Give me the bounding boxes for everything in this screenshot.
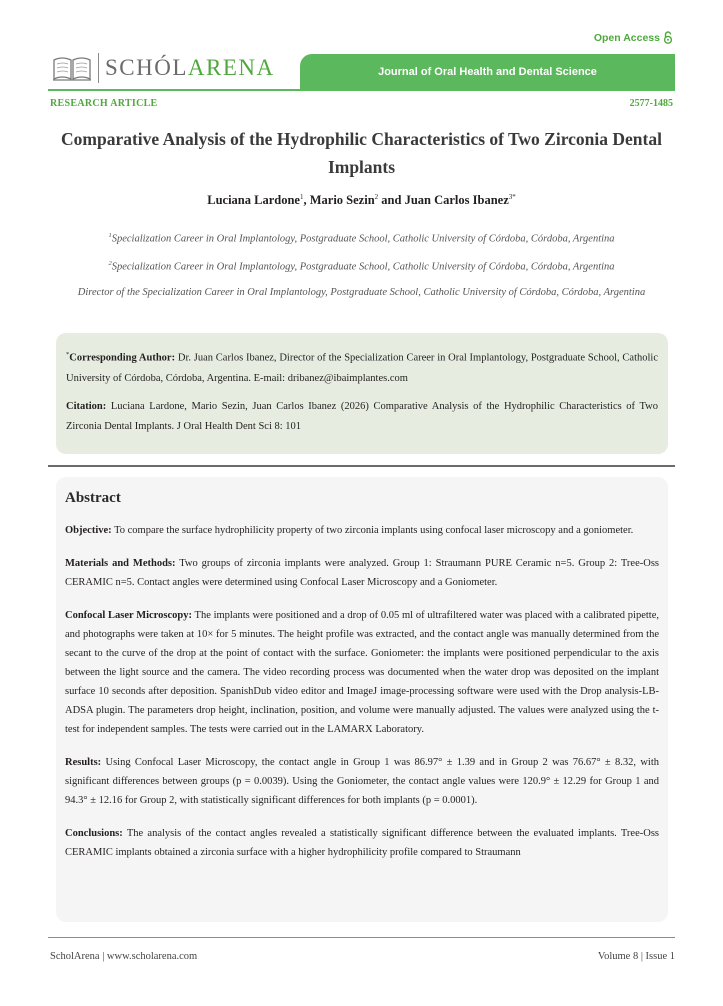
open-lock-icon	[663, 31, 673, 44]
abstract-results	[65, 753, 659, 810]
affiliation	[55, 283, 668, 302]
abstract-box	[56, 477, 668, 922]
paper-title: Comparative Analysis of the Hydrophilic Characteristics of Two Zirconia Dental Implants	[61, 129, 662, 177]
affiliation	[55, 226, 668, 249]
author-sup: 2	[374, 193, 379, 201]
journal-name: Journal of Oral Health and Dental Science	[378, 66, 597, 78]
abstract-section-text: To compare the surface hydrophilicity property of two zirconia implants using confocal laser microscopy and a goniometer.	[111, 525, 634, 536]
footer-volume-issue: Volume 8 | Issue 1	[597, 951, 675, 962]
header-rule	[48, 89, 675, 91]
author-separator: and	[378, 193, 405, 208]
footer-rule	[48, 937, 675, 938]
author-name: Juan Carlos Ibanez	[404, 193, 509, 208]
correspondence-box	[56, 333, 668, 454]
affiliation-text: Director of the Specialization Career in Oral Implantology, Postgraduate School, Catholic University of Córdoba, Córdoba, Argentina	[77, 287, 646, 298]
citation-text: Luciana Lardone, Mario Sezin, Juan Carlos Ibanez (2026) Comparative Analysis of the Hydrophilic Characteristics of Two Zirconia Dental Implants. J Oral Health Dent Sci 8: 101	[66, 400, 658, 432]
author-sup: 1	[299, 193, 304, 201]
citation	[66, 397, 658, 437]
abstract-objective	[65, 521, 659, 540]
journal-banner	[300, 54, 675, 90]
logo-divider	[98, 53, 99, 83]
corresponding-label: Corresponding Author:	[69, 352, 176, 364]
footer-publisher-link[interactable]: ScholArena | www.scholarena.com	[50, 951, 198, 962]
author-separator: ,	[303, 193, 310, 208]
abstract-section-label: Materials and Methods:	[65, 558, 176, 569]
citation-label: Citation:	[66, 400, 107, 412]
open-access-badge	[594, 31, 673, 44]
abstract-section-label: Results:	[65, 757, 102, 768]
author-list	[48, 193, 675, 208]
author-name: Luciana Lardone	[207, 193, 300, 208]
abstract-conclusions	[65, 824, 659, 862]
abstract-section-text: Two groups of zirconia implants were analyzed. Group 1: Straumann PURE Ceramic n=5. Group 2: Tree-Oss CERAMIC n=5. Contact angles were determined using Confocal Laser Microscopy and a Goniometer.	[65, 558, 659, 588]
author-name: Mario Sezin	[309, 193, 375, 208]
abstract-methods	[65, 554, 659, 592]
affiliation-sup: 2	[108, 260, 112, 267]
abstract-section-text: The implants were positioned and a drop of 0.05 ml of ultrafiltered water was placed with a calibrated pipette, and photographs were taken at 10× for 5 minutes. The height profile was extracted, and the contact angle was manually determined from the secant to the curve of the drop at the point of contact with the surface. Goniometer: the implants were positioned perpendicular to the axis between the light source and the camera. The video recording process was documented when the water drop was deposited on the implant surface 10 seconds after deposition. SpanishDub video editor and ImageJ image-processing software were used with the Drop analysis-LB-ADSA plugin. The parameters drop height, inclination, position, and volume were manually adjusted. The values were analyzed using the t-test for independent samples. The tests were carried out in the LAMARX Laboratory.	[65, 610, 659, 735]
section-rule	[48, 465, 675, 467]
corresponding-author	[66, 345, 658, 389]
corresponding-text: Dr. Juan Carlos Ibanez, Director of the Specialization Career in Oral Implantology, Postgraduate School, Catholic University of Córdoba, Córdoba, Argentina. E-mail: dribanez@ibaimplantes.com	[66, 352, 658, 384]
affiliation-text: Specialization Career in Oral Implantology, Postgraduate School, Catholic University of Córdoba, Córdoba, Argentina	[111, 261, 615, 273]
abstract-section-label: Objective:	[65, 525, 112, 536]
open-book-icon	[52, 54, 92, 82]
logo-text	[105, 55, 275, 81]
abstract-section-label: Confocal Laser Microscopy:	[65, 610, 192, 621]
article-type: RESEARCH ARTICLE	[50, 98, 158, 109]
author-sup: 3*	[508, 193, 516, 201]
abstract-section-label: Conclusions:	[65, 828, 123, 839]
affiliation	[55, 254, 668, 277]
abstract-section-text: The analysis of the contact angles revealed a statistically significant difference between the evaluated implants. Tree-Oss CERAMIC implants obtained a zirconia surface with a higher hydrophilicity profile compared to Straumann	[65, 828, 659, 858]
open-access-label: Open Access	[593, 31, 660, 44]
logo-text-part-b: ARENA	[187, 55, 275, 80]
issn: 2577-1485	[629, 98, 673, 109]
publisher-logo[interactable]	[52, 53, 275, 83]
abstract-heading: Abstract	[65, 490, 121, 506]
logo-text-part-a: SCHÓL	[105, 55, 188, 80]
abstract-confocal	[65, 606, 659, 739]
affiliation-text: Specialization Career in Oral Implantology, Postgraduate School, Catholic University of Córdoba, Córdoba, Argentina	[111, 233, 615, 245]
corresponding-star: *	[66, 351, 70, 358]
abstract-section-text: Using Confocal Laser Microscopy, the contact angle in Group 1 was 86.97° ± 1.39 and in Group 2 was 76.67° ± 8.32, with significant differences between groups (p = 0.0039). Using the Goniometer, the contact angle values were 120.9° ± 12.29 for Group 1 and 94.3° ± 12.16 for Group 2, with statistically significant differences for both implants (p = 0.0001).	[65, 757, 659, 806]
affiliation-sup: 1	[108, 232, 112, 239]
